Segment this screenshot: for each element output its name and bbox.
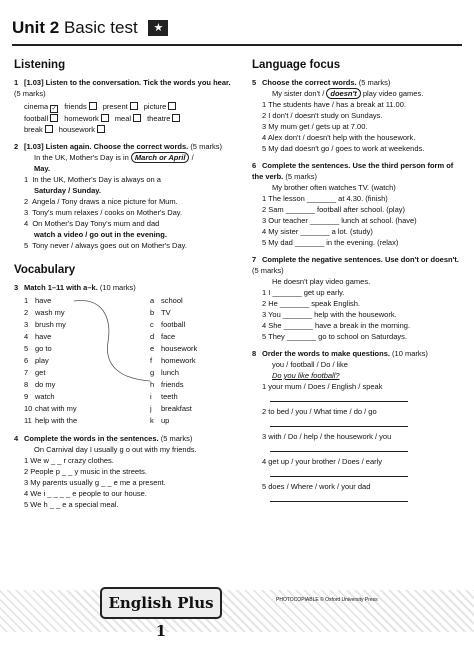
q5-instruction: 5 Choose the correct words. (5 marks) — [252, 78, 391, 87]
match-right-item: g lunch — [150, 368, 179, 377]
match-left-item: 2 wash my — [24, 308, 65, 317]
match-left-item: 4 have — [24, 332, 52, 341]
q5-item: 4 Alex don't / doesn't help with the housework. — [262, 133, 416, 142]
q2-item: 4 On Mother's Day Tony's mum and dad — [24, 219, 160, 228]
answer-line[interactable] — [270, 467, 408, 477]
q6-item: 4 My sister _______ a lot. (study) — [262, 227, 373, 236]
checkbox[interactable] — [89, 102, 97, 110]
q5-item: 5 My dad doesn't go / goes to work at weekends. — [262, 144, 425, 153]
match-right-item: e housework — [150, 344, 198, 353]
match-right-item: j breakfast — [150, 404, 192, 413]
q8-example: you / football / Do / like — [272, 360, 348, 369]
q4-item: 5 We h _ _ e a special meal. — [24, 500, 119, 509]
checkbox[interactable] — [97, 125, 105, 133]
q8-item: 4 get up / your brother / Does / early — [262, 457, 383, 466]
left-column — [14, 60, 236, 510]
match-right-item: h friends — [150, 380, 184, 389]
match-right-item: b TV — [150, 308, 171, 317]
checkbox[interactable] — [45, 125, 53, 133]
test-title: Basic test — [63, 18, 138, 37]
vocabulary-heading: Vocabulary — [14, 264, 76, 276]
q8-item: 3 with / Do / help / the housework / you — [262, 432, 392, 441]
q7-item: 1 I _______ get up early. — [262, 288, 345, 297]
q5-item: 1 The students have / has a break at 11.00. — [262, 100, 406, 109]
match-left-item: 3 brush my — [24, 320, 66, 329]
q7-item: 3 You _______ help with the housework. — [262, 310, 397, 319]
language-heading: Language focus — [252, 59, 341, 71]
q2-instruction: 2 [1.03] Listen again. Choose the correct words. (5 marks) — [14, 142, 222, 151]
q3-instruction: 3 Match 1–11 with a–k. (10 marks) — [14, 283, 136, 292]
checkbox[interactable] — [50, 114, 58, 122]
right-column — [252, 60, 466, 502]
q6-item: 3 Our teacher _______ lunch at school. (have) — [262, 216, 417, 225]
q8-instruction: 8 Order the words to make questions. (10 marks) — [252, 349, 428, 358]
copyright-text: PHOTOCOPIABLE © Oxford University Press — [276, 597, 378, 603]
match-left-item: 8 do my — [24, 380, 56, 389]
q5-example: My sister don't / doesn't play video games. — [272, 89, 424, 98]
answer-line[interactable] — [270, 442, 408, 452]
star-icon: ★ — [148, 20, 168, 36]
q6-item: 5 My dad _______ in the evening. (relax) — [262, 238, 399, 247]
match-left-item: 7 get — [24, 368, 46, 377]
q7-item: 2 He _______ speak English. — [262, 299, 360, 308]
q4-example: On Carnival day I usually g o out with my friends. — [34, 445, 197, 454]
match-right-item: c football — [150, 320, 186, 329]
q6-instruction: 6 Complete the sentences. Use the third person form of the verb. (5 marks) — [252, 161, 454, 181]
q5-item: 3 My mum get / gets up at 7.00. — [262, 122, 368, 131]
checkbox-checked[interactable]: ✓ — [51, 106, 57, 112]
match-right-item: k up — [150, 416, 170, 425]
q2-example: In the UK, Mother's Day is in March or April / — [34, 153, 194, 162]
q4-item: 2 People p _ _ y music in the streets. — [24, 467, 147, 476]
match-right-item: d face — [150, 332, 176, 341]
q2-example-end: May. — [34, 164, 51, 173]
q2-item-cont: watch a video / go out in the evening. — [34, 230, 167, 239]
q2-item-cont: Saturday / Sunday. — [34, 186, 101, 195]
match-left-item: 5 go to — [24, 344, 52, 353]
q8-item: 5 does / Where / work / your dad — [262, 482, 371, 491]
english-plus-logo: English Plus 1 — [100, 587, 222, 619]
match-left-item: 6 play — [24, 356, 49, 365]
checkbox[interactable] — [101, 114, 109, 122]
match-left-item: 10 chat with my — [24, 404, 77, 413]
q3-match-area — [14, 295, 236, 427]
q7-example: He doesn't play video games. — [272, 277, 371, 286]
footer-pattern — [0, 590, 474, 632]
q2-item: 2 Angela / Tony draws a nice picture for Mum. — [24, 197, 178, 206]
q5-item: 2 I don't / doesn't study on Sundays. — [262, 111, 383, 120]
page-title — [12, 18, 168, 38]
checkbox[interactable] — [130, 102, 138, 110]
answer-line[interactable] — [270, 417, 408, 427]
q8-item: 1 your mum / Does / English / speak — [262, 382, 383, 391]
answer-line[interactable] — [270, 392, 408, 402]
match-left-item: 9 watch — [24, 392, 55, 401]
match-left-item: 1 have — [24, 296, 52, 305]
match-line — [72, 297, 152, 387]
q7-item: 5 They _______ go to school on Saturdays. — [262, 332, 407, 341]
match-right-item: f homework — [150, 356, 196, 365]
q7-item: 4 She _______ have a break in the morning. — [262, 321, 411, 330]
unit-label: Unit 2 — [12, 18, 60, 37]
q6-item: 1 The lesson _______ at 4.30. (finish) — [262, 194, 388, 203]
q1-instruction: 1 [1.03] Listen to the conversation. Tick the words you hear. (5 marks) — [14, 78, 231, 98]
q2-item: 1 In the UK, Mother's Day is always on a — [24, 175, 161, 184]
q1-options: cinema ✓ friends present picture football homework meal theatre break housework — [14, 101, 236, 135]
q6-item: 2 Sam _______ football after school. (play) — [262, 205, 406, 214]
checkbox[interactable] — [168, 102, 176, 110]
q3-right-list — [150, 295, 240, 427]
q4-item: 4 We i _ _ _ _ e people to our house. — [24, 489, 147, 498]
q7-instruction: 7 Complete the negative sentences. Use don't or doesn't. (5 marks) — [252, 255, 459, 275]
match-right-item: i teeth — [150, 392, 178, 401]
q8-example-answer: Do you like football? — [272, 371, 340, 380]
match-right-item: a school — [150, 296, 183, 305]
q2-item: 5 Tony never / always goes out on Mother's Day. — [24, 241, 187, 250]
listening-heading: Listening — [14, 59, 66, 71]
q4-item: 1 We w _ _ r crazy clothes. — [24, 456, 114, 465]
answer-line[interactable] — [270, 492, 408, 502]
q4-instruction: 4 Complete the words in the sentences. (5 marks) — [14, 434, 193, 443]
q8-item: 2 to bed / you / What time / do / go — [262, 407, 377, 416]
checkbox[interactable] — [172, 114, 180, 122]
q4-item: 3 My parents usually g _ _ e me a present. — [24, 478, 166, 487]
checkbox[interactable] — [133, 114, 141, 122]
match-left-item: 11 help with the — [24, 416, 78, 425]
q2-item: 3 Tony's mum relaxes / cooks on Mother's Day. — [24, 208, 183, 217]
title-divider — [12, 44, 462, 46]
q6-example: My brother often watches TV. (watch) — [272, 183, 396, 192]
